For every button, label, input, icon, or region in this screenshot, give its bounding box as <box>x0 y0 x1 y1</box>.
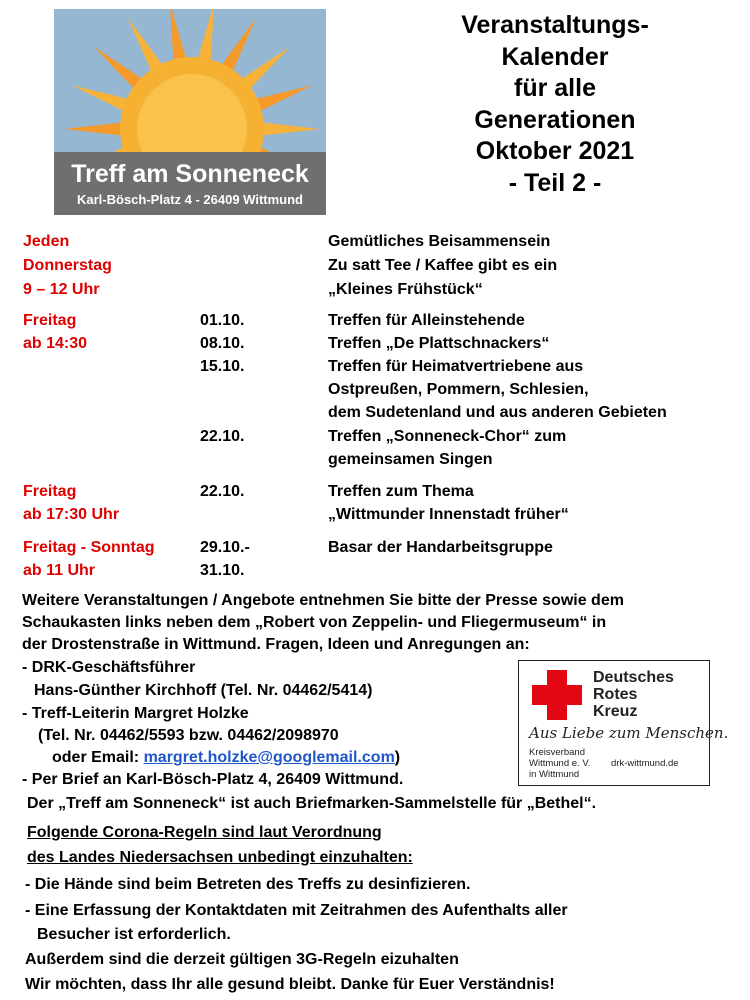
bethel-note: Der „Treff am Sonneneck“ ist auch Briefmarken-Sammelstelle für „Bethel“. <box>27 795 597 812</box>
contact-email-line <box>52 747 400 769</box>
schedule-date: 22.10. <box>200 483 245 500</box>
contact-letter: - Per Brief an Karl-Bösch-Platz 4, 26409 Wittmund. <box>22 771 404 788</box>
schedule-desc: Treffen zum Thema <box>328 483 474 500</box>
schedule-desc: dem Sudetenland und aus anderen Gebieten <box>328 404 667 421</box>
schedule-desc: Treffen „De Plattschnackers“ <box>328 335 550 352</box>
drk-logo <box>518 660 729 786</box>
schedule-time: ab 17:30 Uhr <box>23 506 120 523</box>
schedule-day: Donnerstag <box>23 257 112 274</box>
corona-rule: Besucher ist erforderlich. <box>37 926 231 943</box>
corona-rule: - Eine Erfassung der Kontaktdaten mit Zeitrahmen des Aufenthalts aller <box>25 902 568 919</box>
schedule-desc: Gemütliches Beisammensein <box>328 233 551 250</box>
logo-name: Treff am Sonneneck <box>71 160 309 188</box>
title-line: Oktober 2021 <box>475 137 635 166</box>
title-line: Veranstaltungs- <box>461 11 649 39</box>
schedule-time: ab 11 Uhr <box>23 562 96 579</box>
logo-banner <box>54 152 326 215</box>
drk-small-text: Kreisverband <box>529 747 585 758</box>
corona-rule: Außerdem sind die derzeit gültigen 3G-Regeln eizuhalten <box>25 951 459 968</box>
contact-drk-detail: Hans-Günther Kirchhoff (Tel. Nr. 04462/5414) <box>34 682 373 699</box>
corona-heading: Folgende Corona-Regeln sind laut Verordnung <box>27 824 382 841</box>
page-title <box>410 10 700 200</box>
schedule-desc: „Wittmunder Innenstadt früher“ <box>328 506 569 523</box>
info-text: der Drostenstraße in Wittmund. Fragen, Ideen und Anregungen an: <box>22 636 530 653</box>
schedule-desc: Ostpreußen, Pommern, Schlesien, <box>328 381 589 398</box>
schedule-desc: Basar der Handarbeitsgruppe <box>328 539 553 556</box>
email-link[interactable]: margret.holzke@googlemail.com <box>143 749 395 766</box>
title-line: für alle <box>514 74 596 103</box>
schedule-day: Freitag <box>23 483 77 500</box>
title-line: - Teil 2 - <box>508 168 602 197</box>
schedule-desc: Treffen „Sonneneck-Chor“ zum <box>328 428 567 445</box>
schedule-desc: Treffen für Heimatvertriebene aus <box>328 358 584 375</box>
contact-leader: - Treff-Leiterin Margret Holzke <box>22 705 249 722</box>
treff-logo <box>54 9 326 215</box>
schedule-date: 01.10. <box>200 312 245 329</box>
drk-word: Rotes <box>593 686 638 703</box>
schedule-date: 08.10. <box>200 335 245 352</box>
drk-website: drk-wittmund.de <box>611 758 679 769</box>
schedule-time: 9 – 12 Uhr <box>23 281 100 298</box>
contact-leader-detail: (Tel. Nr. 04462/5593 bzw. 04462/2098970 <box>38 727 339 744</box>
email-suffix: ) <box>394 749 401 766</box>
schedule-desc: Treffen für Alleinstehende <box>328 312 525 329</box>
schedule-date: 22.10. <box>200 428 245 445</box>
drk-word: Deutsches <box>593 669 674 686</box>
corona-rule: - Die Hände sind beim Betreten des Treffs zu desinfizieren. <box>25 876 471 893</box>
schedule-desc: Zu satt Tee / Kaffee gibt es ein <box>328 257 558 274</box>
schedule-day: Freitag - Sonntag <box>23 539 155 556</box>
corona-heading: des Landes Niedersachsen unbedingt einzuhalten: <box>27 849 413 866</box>
schedule-day: Freitag <box>23 312 77 329</box>
schedule-day: Jeden <box>23 233 70 250</box>
logo-address: Karl-Bösch-Platz 4 - 26409 Wittmund <box>77 192 303 207</box>
title-line: Generationen <box>474 105 636 134</box>
info-text: Weitere Veranstaltungen / Angebote entnehmen Sie bitte der Presse sowie dem <box>22 592 624 609</box>
schedule-desc: gemeinsamen Singen <box>328 451 493 468</box>
schedule-time: ab 14:30 <box>23 335 88 352</box>
schedule-desc: „Kleines Frühstück“ <box>328 281 483 298</box>
email-prefix: oder Email: <box>52 749 144 766</box>
schedule-date: 31.10. <box>200 562 245 579</box>
drk-small-text: in Wittmund <box>529 769 580 780</box>
closing-text: Wir möchten, dass Ihr alle gesund bleibt. Danke für Euer Verständnis! <box>25 976 555 993</box>
red-cross-icon <box>527 665 587 725</box>
drk-small-text: Wittmund e. V. <box>529 758 591 769</box>
info-text: Schaukasten links neben dem „Robert von Zeppelin- und Fliegermuseum“ in <box>22 614 607 631</box>
drk-slogan: Aus Liebe zum Menschen. <box>529 724 729 742</box>
schedule-date: 29.10.- <box>200 539 250 556</box>
title-line: Kalender <box>501 42 609 71</box>
schedule-date: 15.10. <box>200 358 245 375</box>
contact-drk: - DRK-Geschäftsführer <box>22 659 196 676</box>
drk-word: Kreuz <box>593 703 638 720</box>
